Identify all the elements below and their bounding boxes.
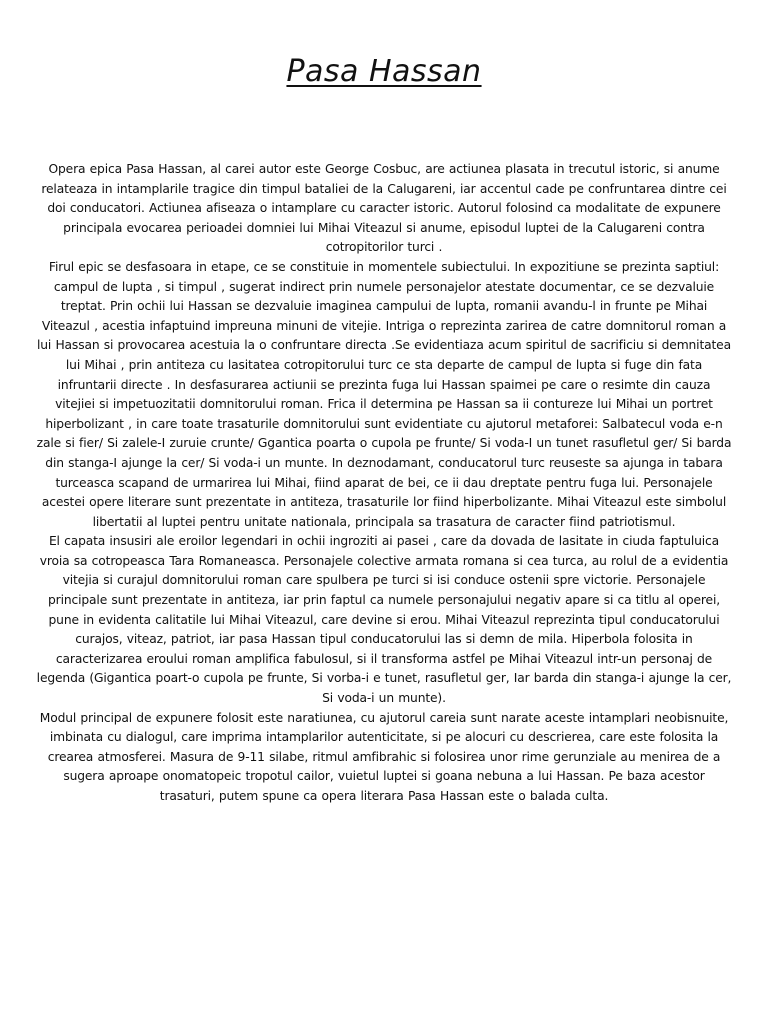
paragraph-style: Modul principal de expunere folosit este naratiunea, cu ajutorul careia sunt narate aceste intamplari neobisnuite, imbinata cu dialogul, care imprima intamplarilor autenticitate, si pe alocuri cu descrierea, care este folosita la crearea atmosferei. Masura de 9-11 silabe, ritmul amfibrahic si folosirea unor rime gerunziale au menirea de a sugera aproape onomatopeic tropotul cailor, vuietul luptei si goana nebuna a lui Hassan. Pe baza acestor trasaturi, putem spune ca opera literara Pasa Hassan este o balada culta. bbox=[39, 710, 729, 803]
paragraph-characters: El capata insusiri ale eroilor legendari in ochii ingroziti ai pasei , care da dovada de lasitate in ciuda faptuluica vroia sa cotropeasca Tara Romaneasca. Personajele colective armata romana si cea turca, au rolul de a evidentia vitejia si curajul domnitorului roman care spulbera pe turci si isi conduce ostenii spre victorie. Personajele principale sunt prezentate in antiteza, iar prin faptul ca numele personajului negativ apare si ca titlu al operei, pune in evidenta calitatile lui Mihai Viteazul, care devine si erou. Mihai Viteazul reprezinta tipul conducatorului curajos, viteaz, patriot, iar pasa Hassan tipul conducatorului las si demn de mila. Hiperbola folosita in caracterizarea eroului roman amplifica fabulosul, si il transforma astfel pe Mihai Viteazul intr-un personaj de legenda (Gigantica poart-o cupola pe frunte, Si vorba-i e tunet, rasufletul ger, Iar barda din stanga-i ajunge la cer, Si voda-i un munte). bbox=[36, 534, 732, 706]
paragraph-intro: Opera epica Pasa Hassan, al carei autor este George Cosbuc, are actiunea plasata in trecutul istoric, si anume relateaza in intamplarile tragice din timpul bataliei de la Calugareni, iar accentul cade pe confruntarea dintre cei doi conducatori. Actiunea afiseaza o intamplare cu caracter istoric. Autorul folosind ca modalitate de expunere principala evocarea perioadei domniei lui Mihai Viteazul si anume, episodul luptei de la Calugareni contra cotropitorilor turci . bbox=[41, 162, 727, 255]
paragraph-plot: Firul epic se desfasoara in etape, ce se constituie in momentele subiectului. In expozitiune se prezinta saptiul: campul de lupta , si timpul , sugerat indirect prin numele personajelor atestate documentar, ce se dezvaluie treptat. Prin ochii lui Hassan se dezvaluie imaginea campului de lupta, romanii avandu-l in frunte pe Mihai Viteazul , acestia infaptuind impreuna minuni de vitejie. Intriga o reprezinta zarirea de catre domnitorul roman a lui Hassan si provocarea acestuia la o confruntare directa .Se evidentiaza acum spiritul de sacrificiu si demnitatea lui Mihai , prin antiteza cu lasitatea cotropitorului turc ce sta departe de campul de lupta si fuge din fata infruntarii directe . In desfasurarea actiunii se prezinta fuga lui Hassan spaimei pe care o resimte din cauza vitejiei si impetuozitatii domnitorului roman. Frica il determina pe Hassan sa ii contureze lui Mihai un portret hiperbolizant , in care toate trasaturile domnitorului sunt evidentiate cu ajutorul metaforei: Salbatecul voda e-n zale si fier/ Si zalele-I zuruie crunte/ Ggantica poarta o cupola pe frunte/ Si voda-I un tunet rasufletul ger/ Si barda din stanga-I ajunge la cer/ Si voda-i un munte. In deznodamant, conducatorul turc reuseste sa ajunga in tabara turceasca scapand de urmarirea lui Mihai, fiind aparat de bei, ce ii dau dreptate pentru fuga lui. Personajele acestei opere literare sunt prezentate in antiteza, trasaturile lor fiind hiperbolizante. Mihai Viteazul este simbolul libertatii al luptei pentru unitate nationala, principala sa trasatura de caracter fiind patriotismul. bbox=[36, 259, 732, 529]
document-title bbox=[36, 52, 732, 92]
document-body bbox=[36, 160, 732, 807]
document-title-text: Pasa Hassan bbox=[286, 54, 482, 89]
